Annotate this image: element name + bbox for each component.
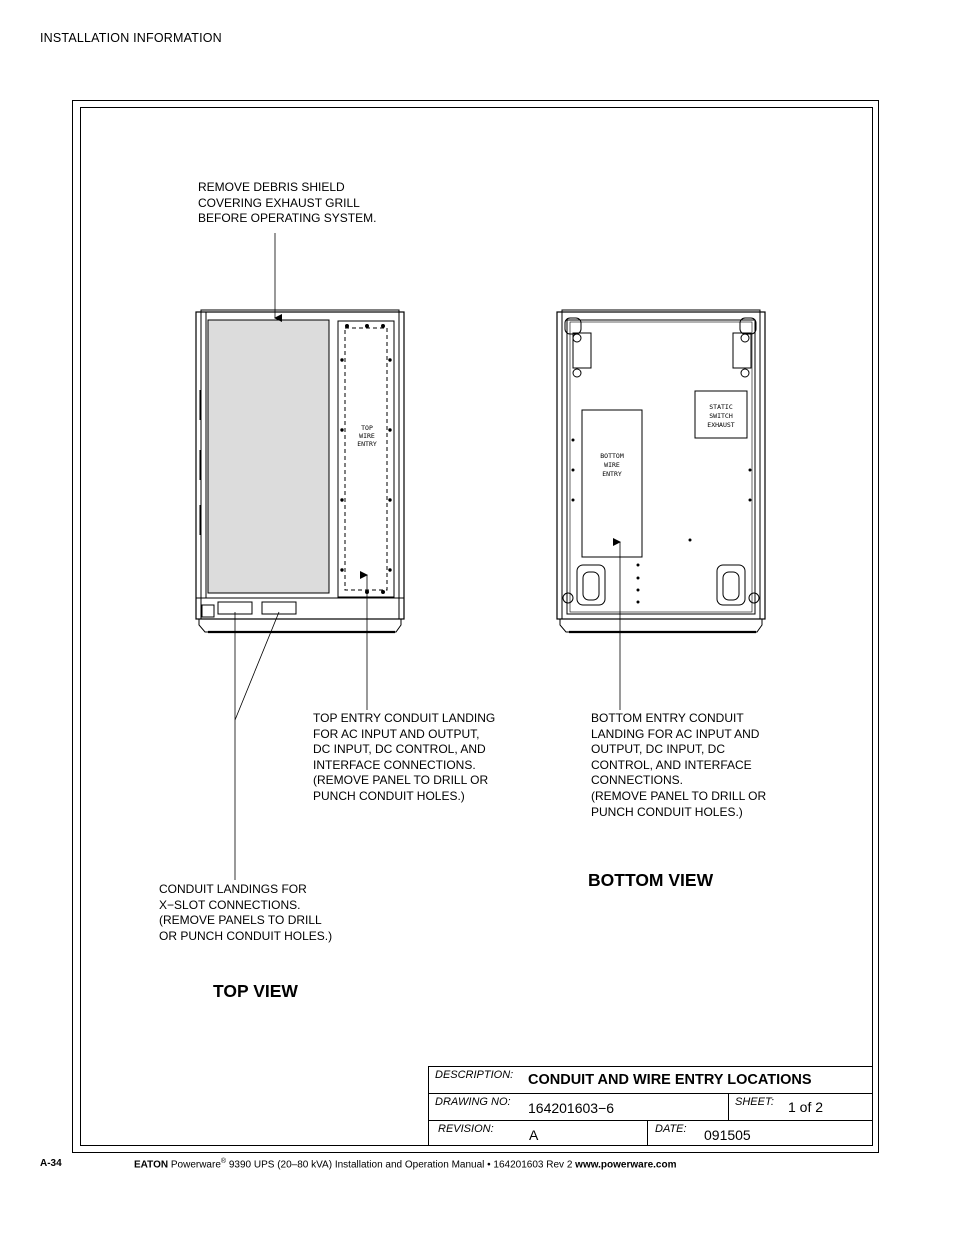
revision-label: REVISION: <box>438 1123 494 1135</box>
sheet-value: 1 of 2 <box>788 1099 824 1115</box>
bottom-wire-entry-label-3: ENTRY <box>602 470 622 478</box>
static-switch-label-2: SWITCH <box>709 412 733 420</box>
footer-product: Powerware <box>170 1159 221 1171</box>
leader-xslot-diagonal <box>235 612 279 720</box>
title-block <box>428 1066 873 1146</box>
note-top-entry: TOP ENTRY CONDUIT LANDING FOR AC INPUT AND OUTPUT, DC INPUT, DC CONTROL, AND INTERFACE CONNECTIONS. (REMOVE PANEL TO DRILL OR PUNCH CONDUIT HOLES.) <box>313 711 496 803</box>
top-view-cabinet <box>196 310 404 632</box>
bottom-wire-entry-panel <box>582 410 642 557</box>
sheet-label: SHEET: <box>735 1096 774 1108</box>
title-block-description-row <box>428 1066 873 1093</box>
date-label: DATE: <box>655 1123 687 1135</box>
static-switch-label-1: STATIC <box>709 403 733 411</box>
drawing-no-label: DRAWING NO: <box>435 1096 511 1108</box>
title-block-sheet-cell <box>728 1093 873 1120</box>
top-wire-entry-label-2: WIRE <box>359 432 375 440</box>
section-header: INSTALLATION INFORMATION <box>40 31 222 45</box>
note-debris-shield: REMOVE DEBRIS SHIELD COVERING EXHAUST GRILL BEFORE OPERATING SYSTEM. <box>198 180 377 226</box>
bottom-wire-entry-label-2: WIRE <box>604 461 620 469</box>
footer-text <box>134 1158 677 1170</box>
footer-brand: EATON <box>134 1159 169 1171</box>
drawing-no-value: 164201603−6 <box>528 1100 615 1116</box>
top-wire-entry-panel <box>338 321 394 597</box>
top-view-title: TOP VIEW <box>213 981 298 1001</box>
title-block-date-cell <box>647 1120 873 1146</box>
description-label: DESCRIPTION: <box>435 1069 514 1081</box>
top-wire-entry-label-1: TOP <box>361 424 373 432</box>
title-block-drawing-no-cell <box>428 1093 728 1120</box>
exhaust-grill-debris-shield <box>208 320 329 593</box>
footer-url: www.powerware.com <box>575 1159 677 1171</box>
description-value: CONDUIT AND WIRE ENTRY LOCATIONS <box>528 1072 812 1088</box>
bottom-view-title: BOTTOM VIEW <box>588 870 714 890</box>
static-switch-label-3: EXHAUST <box>707 421 735 429</box>
revision-value: A <box>529 1127 539 1143</box>
footer-manual: 9390 UPS (20–80 kVA) Installation and Operation Manual • 164201603 Rev 2 <box>226 1159 576 1171</box>
bottom-view-cabinet <box>557 310 765 632</box>
footer-reg-mark: ® <box>220 1158 227 1165</box>
note-xslot: CONDUIT LANDINGS FOR X−SLOT CONNECTIONS. (REMOVE PANELS TO DRILL OR PUNCH CONDUIT HOLES.) <box>159 882 333 943</box>
top-wire-entry-label-3: ENTRY <box>357 440 377 448</box>
date-value: 091505 <box>704 1127 751 1143</box>
bottom-wire-entry-label-1: BOTTOM <box>600 452 624 460</box>
note-bottom-entry: BOTTOM ENTRY CONDUIT LANDING FOR AC INPUT AND OUTPUT, DC INPUT, DC CONTROL, AND INTERFACE CONNECTIONS. (REMOVE PANEL TO DRILL OR PUNCH CONDUIT HOLES.) <box>591 711 767 819</box>
title-block-revision-cell <box>428 1120 647 1146</box>
page-number: A-34 <box>40 1158 62 1169</box>
